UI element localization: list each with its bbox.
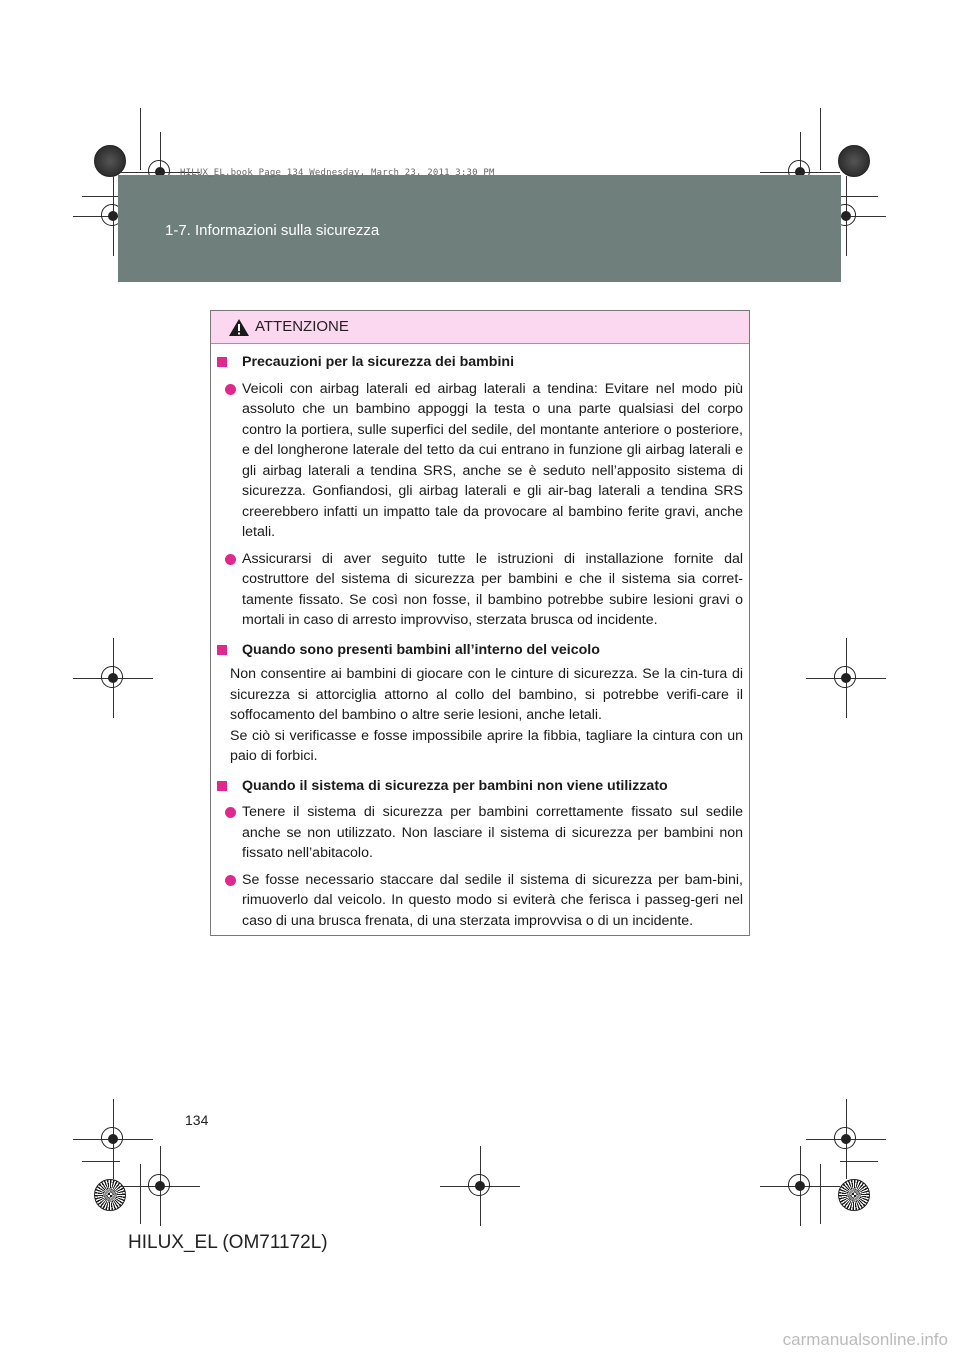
heading-text: Precauzioni per la sicurezza dei bambini xyxy=(242,354,515,370)
registration-starburst-icon xyxy=(94,1179,126,1211)
heading-text: Quando il sistema di sicurezza per bambini non viene utilizzato xyxy=(242,777,668,794)
bullet-text: Assicurarsi di aver seguito tutte le istruzioni di installazione fornite dal costruttore del sistema di sicurezza per bambini e che il sistema sia corret-tamente fissato. Se così non fosse, il bambino potrebbe subire lesioni gravi o mortali in caso di arresto improvviso, sterzata brusca od incidente. xyxy=(242,550,743,628)
bullet-item xyxy=(211,802,751,864)
trim-mark xyxy=(140,1164,141,1224)
warning-label: ATTENZIONE xyxy=(255,318,349,335)
trim-mark xyxy=(140,108,141,170)
section-heading xyxy=(211,640,751,661)
trim-mark xyxy=(820,108,821,170)
warning-box xyxy=(210,310,750,936)
round-bullet-icon xyxy=(225,554,236,565)
square-bullet-icon xyxy=(217,357,227,367)
watermark: carmanualsonline.info xyxy=(782,1330,948,1349)
square-bullet-icon xyxy=(217,645,227,655)
round-bullet-icon xyxy=(225,807,236,818)
registration-starburst-icon xyxy=(838,1179,870,1211)
round-bullet-icon xyxy=(225,384,236,395)
section-title: 1-7. Informazioni sulla sicurezza xyxy=(165,222,380,239)
section-heading xyxy=(211,352,751,373)
bullet-item xyxy=(211,379,751,543)
paragraph-text: Se ciò si verificasse e fosse impossibile aprire la fibbia, tagliare la cintura con un paio di forbici. xyxy=(230,727,743,764)
heading-text: Quando sono presenti bambini all’interno del veicolo xyxy=(242,641,600,658)
bullet-text: Veicoli con airbag laterali ed airbag laterali a tendina: Evitare nel modo più assoluto che un bambino appoggi la testa o una parte qualsiasi del corpo contro la portiera, sulle superfici del sedile, del montante anteriore o posteriore, e del longherone laterale del tetto da cui entrano in funzione gli airbag laterali e gli airbag laterali a tendina SRS, anche se è seduto nell’apposito sistema di sicurezza. Gonfiandosi, gli airbag laterali e gli air-bag laterali a tendina SRS creerebbero infatti un impatto tale da provocare al bambino ferite gravi, anche letali. xyxy=(242,380,743,540)
bullet-text: Se fosse necessario staccare dal sedile il sistema di sicurezza per bam-bini, rimuoverlo dal veicolo. In questo modo si eviterà che ferisca i passeg-geri nel caso di una brusca frenata, di una sterzata improvvisa o di un incidente. xyxy=(242,871,743,929)
model-code: HILUX_EL (OM71172L) xyxy=(128,1232,328,1253)
warning-triangle-icon xyxy=(228,318,250,337)
bullet-item xyxy=(211,549,751,631)
registration-starburst-icon xyxy=(838,145,870,177)
warning-header xyxy=(211,311,749,344)
trim-mark xyxy=(82,1161,120,1162)
paragraph-text: Non consentire ai bambini di giocare con le cinture di sicurezza. Se la cin-tura di sicurezza si attorciglia attorno al collo del bambino, si potrebbe verifi-care il soffocamento del bambino o altre serie lesioni, anche letali. xyxy=(230,666,743,723)
bullet-text: Tenere il sistema di sicurezza per bambini correttamente fissato sul sedile anche se non utilizzato. Non lasciare il sistema di sicurezza per bambini non fissato nell’abitacolo. xyxy=(242,804,743,861)
paragraph xyxy=(211,664,751,767)
print-stamp: HILUX_EL.book Page 134 Wednesday, March 23, 2011 3:30 PM xyxy=(180,168,495,178)
trim-mark xyxy=(840,196,878,197)
square-bullet-icon xyxy=(217,781,227,791)
trim-mark xyxy=(82,196,120,197)
round-bullet-icon xyxy=(225,875,236,886)
bullet-item xyxy=(211,870,751,932)
section-heading xyxy=(211,776,751,797)
page-number: 134 xyxy=(185,1112,209,1128)
trim-mark xyxy=(820,1164,821,1224)
warning-content xyxy=(211,343,751,931)
trim-mark xyxy=(840,1161,878,1162)
